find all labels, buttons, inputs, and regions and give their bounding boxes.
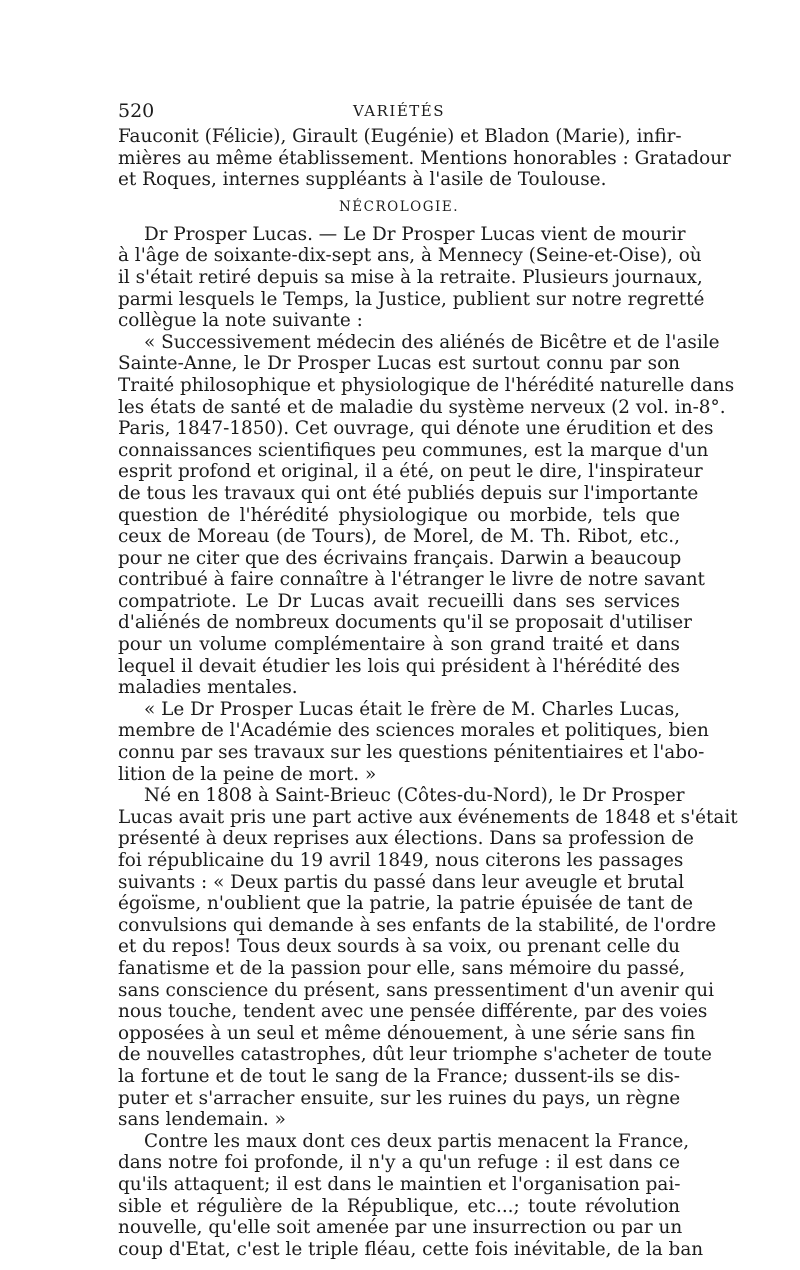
text-line: coup d'Etat, c'est le triple fléau, cette fois inévitable, de la ban <box>118 1238 704 1260</box>
page-number: 520 <box>118 100 155 122</box>
text-line: Traité philosophique et physiologique de l'hérédité naturelle dans <box>118 374 735 396</box>
text-line: esprit profond et original, il a été, on peut le dire, l'inspirateur <box>118 461 703 483</box>
text-line: collègue la note suivante : <box>118 310 363 332</box>
text-line: il s'était retiré depuis sa mise à la retraite. Plusieurs journaux, <box>118 266 703 288</box>
running-title: VARIÉTÉS <box>352 102 446 120</box>
text-line: nous touche, tendent avec une pensée différente, par des voies <box>118 1001 708 1023</box>
text-line: lition de la peine de mort. » <box>118 763 377 785</box>
awards-paragraph <box>118 126 731 191</box>
text-line: contribué à faire connaître à l'étranger le livre de notre savant <box>118 569 705 591</box>
text-line: fanatisme et de la passion pour elle, sans mémoire du passé, <box>118 957 686 979</box>
text-line: lequel il devait étudier les lois qui président à l'hérédité des <box>118 655 680 677</box>
text-line: et du repos! Tous deux sourds à sa voix, ou prenant celle du <box>118 936 680 958</box>
text-line: dans notre foi profonde, il n'y a qu'un refuge : il est dans ce <box>118 1152 680 1174</box>
text-line: d'aliénés de nombreux documents qu'il se proposait d'utiliser <box>118 612 692 634</box>
text-line: sans conscience du présent, sans pressentiment d'un avenir qui <box>118 979 714 1001</box>
text-line: « Le Dr Prosper Lucas était le frère de M. Charles Lucas, <box>144 698 680 720</box>
text-line: mières au même établissement. Mentions honorables : Gratadour <box>118 147 731 169</box>
text-line: maladies mentales. <box>118 677 298 699</box>
text-line: compatriote. Le Dr Lucas avait recueilli dans ses services <box>118 590 680 612</box>
text-line: puter et s'arracher ensuite, sur les ruines du pays, un règne <box>118 1087 681 1109</box>
text-line: de nouvelles catastrophes, dût leur triomphe s'acheter de toute <box>118 1044 712 1066</box>
text-line: ceux de Moreau (de Tours), de Morel, de M. Th. Ribot, etc., <box>118 526 680 548</box>
text-line: pour ne citer que des écrivains français. Darwin a beaucoup <box>118 547 682 569</box>
text-line: connaissances scientifiques peu communes, est la marque d'un <box>118 439 709 461</box>
text-line: Dr Prosper Lucas. — Le Dr Prosper Lucas vient de mourir <box>144 223 686 245</box>
text-line: nouvelle, qu'elle soit amenée par une insurrection ou par un <box>118 1217 683 1239</box>
text-line: les états de santé et de maladie du système nerveux (2 vol. in-8°. <box>118 396 726 418</box>
text-line: égoïsme, n'oublient que la patrie, la patrie épuisée de tant de <box>118 893 694 915</box>
text-line: Paris, 1847-1850). Cet ouvrage, qui dénote une érudition et des <box>118 418 714 440</box>
section-heading: NÉCROLOGIE. <box>338 198 460 215</box>
text-line: foi républicaine du 19 avril 1849, nous citerons les passages <box>118 850 684 871</box>
text-line: convulsions qui demande à ses enfants de la stabilité, de l'ordre <box>118 914 717 936</box>
text-line: de tous les travaux qui ont été publiés depuis sur l'importante <box>118 482 699 504</box>
text-line: sans lendemain. » <box>118 1109 286 1131</box>
text-block <box>118 126 738 1260</box>
text-line: à l'âge de soixante-dix-sept ans, à Mennecy (Seine-et-Oise), où <box>118 245 702 267</box>
text-line: opposées à un seul et même dénouement, à une série sans fin <box>118 1022 696 1044</box>
text-line: pour un volume complémentaire à son grand traité et dans <box>118 634 680 656</box>
text-line: question de l'hérédité physiologique ou morbide, tels que <box>118 504 680 526</box>
text-line: et Roques, internes suppléants à l'asile de Toulouse. <box>118 169 607 191</box>
text-line: la fortune et de tout le sang de la France; dussent-ils se dis- <box>118 1065 680 1087</box>
text-line: Contre les maux dont ces deux partis menacent la France, <box>144 1130 690 1152</box>
obituary-text <box>118 223 738 1261</box>
text-line: qu'ils attaquent; il est dans le maintien et l'organisation pai- <box>118 1173 681 1195</box>
text-line: Né en 1808 à Saint-Brieuc (Côtes-du-Nord), le Dr Prosper <box>144 785 685 807</box>
text-line: présenté à deux reprises aux élections. Dans sa profession de <box>118 828 694 850</box>
text-line: Fauconit (Félicie), Girault (Eugénie) et Bladon (Marie), infir- <box>118 126 682 147</box>
text-line: parmi lesquels le Temps, la Justice, publient sur notre regretté <box>118 288 705 310</box>
text-line: suivants : « Deux partis du passé dans leur aveugle et brutal <box>118 871 685 893</box>
text-line: Sainte-Anne, le Dr Prosper Lucas est surtout connu par son <box>118 353 680 375</box>
running-head <box>118 100 680 126</box>
text-line: sible et régulière de la République, etc...; toute révolution <box>118 1195 680 1217</box>
text-line: membre de l'Académie des sciences morales et politiques, bien <box>118 720 709 742</box>
text-line: Lucas avait pris une part active aux événements de 1848 et s'était <box>118 806 738 828</box>
text-line: « Successivement médecin des aliénés de Bicêtre et de l'asile <box>144 331 720 353</box>
text-line: connu par ses travaux sur les questions pénitentiaires et l'abo- <box>118 742 705 764</box>
